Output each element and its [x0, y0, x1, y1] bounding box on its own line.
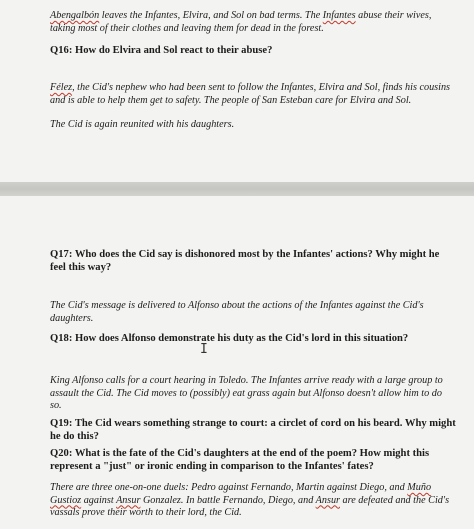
answer-18: King Alfonso calls for a court hearing in Toledo. The Infantes arrive ready with a large group to assault the Cid. The Cid moves to (possibly) eat grass again but Alfonso doesn't allow him to do so.	[50, 375, 443, 412]
page-break	[0, 182, 474, 196]
paragraph-felez	[50, 82, 456, 107]
spellcheck-word: Ansur	[315, 494, 340, 506]
question-19: Q19: The Cid wears something strange to court: a circlet of cord on his beard. Why might he do this?	[50, 418, 456, 442]
question-18: Q18: How does Alfonso demonstrate his duty as the Cid's lord in this situation?	[50, 333, 409, 344]
text-span: Gonzalez. In battle Fernando, Diego, and	[140, 494, 316, 506]
answer-20	[50, 482, 456, 520]
text-span: There are three one-on-one duels: Pedro against Fernando, Martin against Diego, and	[50, 482, 408, 493]
text-cursor-icon: I	[200, 342, 208, 357]
answer-17: The Cid's message is delivered to Alfonso about the actions of the Infantes against the Cid's daughters.	[50, 300, 424, 324]
document-page-1	[0, 0, 474, 182]
spellcheck-word: Muño Gustioz	[50, 482, 432, 506]
question-20: Q20: What is the fate of the Cid's daughters at the end of the poem? How might this represent a "just" or ironic ending in comparison to the Infantes' fates?	[50, 448, 430, 472]
text-span: abuse their wives, taking most of their clothes and leaving them for dead in the forest.	[50, 10, 432, 34]
paragraph-reunited: The Cid is again reunited with his daughters.	[50, 119, 235, 130]
spellcheck-word: Infantes	[322, 10, 356, 21]
question-17: Q17: Who does the Cid say is dishonored most by the Infantes' actions? Why might he feel this way?	[50, 249, 440, 273]
text-span: , the Cid's nephew who had been sent to follow the Infantes, Elvira and Sol, finds his cousins and is able to help them get to safety. The people of San Esteban care for Elvira and Sol.	[50, 82, 451, 106]
text-span: leaves the Infantes, Elvira, and Sol on bad terms. The	[99, 10, 323, 21]
spellcheck-word: Félez	[50, 82, 73, 93]
document-page-2	[0, 196, 474, 529]
text-span: are defeated and the Cid's vassals prove their worth to their lord, the Cid.	[50, 494, 450, 519]
spellcheck-word: Abengalbón	[50, 10, 100, 21]
spellcheck-word: Ansur	[116, 494, 141, 506]
text-span: against	[81, 494, 117, 506]
paragraph-abengalbon	[50, 10, 456, 35]
question-16: Q16: How do Elvira and Sol react to their abuse?	[50, 45, 273, 56]
